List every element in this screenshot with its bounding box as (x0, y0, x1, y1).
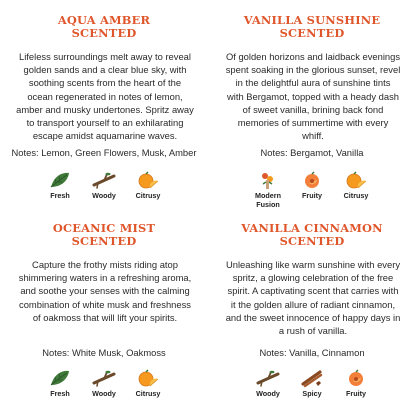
icon-label: Fruity (346, 389, 366, 398)
description-line: ocean regenerated in notes of lemon, (27, 90, 183, 102)
icon-label: Fruity (302, 191, 322, 200)
scent-icon-item (249, 170, 287, 209)
scent-notes: Notes: Lemon, Green Flowers, Musk, Amber (11, 147, 197, 158)
fruity-peach-icon (300, 170, 324, 190)
woody-branch-icon (256, 368, 280, 388)
description-line: golden sands and a clear blue sky, with (23, 64, 187, 76)
description-line: spritz, a glowing celebration of the free (232, 272, 394, 284)
citrus-fruit-icon (344, 170, 368, 190)
scent-icon-item (337, 368, 375, 398)
scent-description (218, 258, 408, 337)
scent-icon-row (0, 170, 208, 200)
citrus-fruit-icon (136, 368, 160, 388)
description-line: and the sweet innocence of happy days in (225, 311, 401, 323)
scent-title-line2: SCENTED (279, 25, 345, 40)
scent-icon-item (129, 368, 167, 398)
citrus-fruit-icon (136, 170, 160, 190)
scent-notes: Notes: Vanilla, Cinnamon (259, 347, 365, 358)
scent-notes: Notes: Bergamot, Vanilla (260, 147, 364, 158)
scent-icon-row (0, 368, 208, 398)
fruity-peach-icon (344, 368, 368, 388)
icon-label: Woody (92, 191, 116, 200)
description-line: it the golden allure of radiant cinnamon, (230, 298, 396, 310)
scent-title-line2: SCENTED (71, 25, 137, 40)
description-line: Of golden horizons and laidback evenings (225, 51, 401, 62)
scent-icon-item (41, 170, 79, 200)
icon-label: Woody (92, 389, 116, 398)
spicy-cinnamon-icon (300, 368, 324, 388)
scent-title (208, 222, 416, 247)
description-line: spirit. A captivating scent that carries with (227, 285, 399, 297)
scent-title-line1: OCEANIC MIST (52, 221, 156, 235)
scent-icon-item (85, 368, 123, 398)
modern-fusion-icon (256, 170, 280, 190)
icon-label: Citrusy (135, 389, 161, 398)
scent-card-oceanic-mist (0, 208, 208, 416)
icon-label: Citrusy (343, 191, 369, 200)
icon-label: Woody (256, 389, 280, 398)
woody-branch-icon (92, 170, 116, 190)
description-line: whiff. (302, 130, 324, 142)
scent-icon-item (85, 170, 123, 200)
icon-label: Fresh (50, 191, 70, 200)
scent-title-line1: AQUA AMBER (57, 13, 151, 27)
description-line: amber and musky undertones. Spritz away (16, 103, 194, 115)
description-line: Unleashing like warm sunshine with every (225, 259, 401, 270)
icon-label: Fresh (50, 389, 70, 398)
scent-card-vanilla-cinnamon (208, 208, 416, 416)
description-line: memories of summertime with every (237, 117, 389, 129)
scent-card-vanilla-sunshine (208, 0, 416, 208)
scent-icon-item (41, 368, 79, 398)
description-line: shimmering waters in a refreshing aroma, (18, 272, 192, 284)
scent-description (10, 258, 200, 324)
scent-title (208, 14, 416, 39)
scent-icon-row (208, 368, 416, 398)
scent-title-line1: VANILLA SUNSHINE (243, 13, 381, 27)
description-line: of sweet vanilla, brining back fond (242, 103, 384, 115)
description-line: to transport yourself to an exhilarating (26, 117, 184, 129)
scent-title-line1: VANILLA CINNAMON (241, 221, 383, 235)
description-line: spent soaking in the glorious sunset, revel (225, 64, 401, 76)
description-line: with Bergamot, topped with a heady dash (227, 90, 399, 102)
description-line: combination of white musk and freshness (19, 298, 191, 310)
scent-title (0, 14, 208, 39)
woody-branch-icon (92, 368, 116, 388)
scent-icon-item (249, 368, 287, 398)
scent-description (10, 50, 200, 142)
scent-icon-item (293, 170, 331, 209)
scent-icon-row (208, 170, 416, 209)
scent-icon-item (129, 170, 167, 200)
description-line: escape amidst aquamarine waves. (32, 130, 178, 142)
scent-description (218, 50, 408, 142)
description-line: in the delightful aura of sunshine tints (235, 77, 391, 89)
fresh-leaf-icon (48, 170, 72, 190)
description-line: of oakmoss that will lift your spirits. (32, 311, 178, 323)
scent-icon-item (337, 170, 375, 209)
description-line: soothing scents from the heart of the (28, 77, 182, 89)
fresh-leaf-icon (48, 368, 72, 388)
scent-title-line2: SCENTED (279, 233, 345, 248)
icon-label: Spicy (302, 389, 322, 398)
scent-notes: Notes: White Musk, Oakmoss (42, 347, 166, 358)
scent-card-aqua-amber (0, 0, 208, 208)
description-line: a rush of vanilla. (278, 325, 348, 337)
description-line: Capture the frothy mists riding atop (32, 259, 178, 270)
scent-icon-item (293, 368, 331, 398)
scent-title-line2: SCENTED (71, 233, 137, 248)
icon-label: Modern Fusion (255, 191, 281, 209)
icon-label: Citrusy (135, 191, 161, 200)
scent-title (0, 222, 208, 247)
description-line: and soothe your senses with the calming (20, 285, 190, 297)
description-line: Lifeless surroundings melt away to reveal (19, 51, 191, 62)
